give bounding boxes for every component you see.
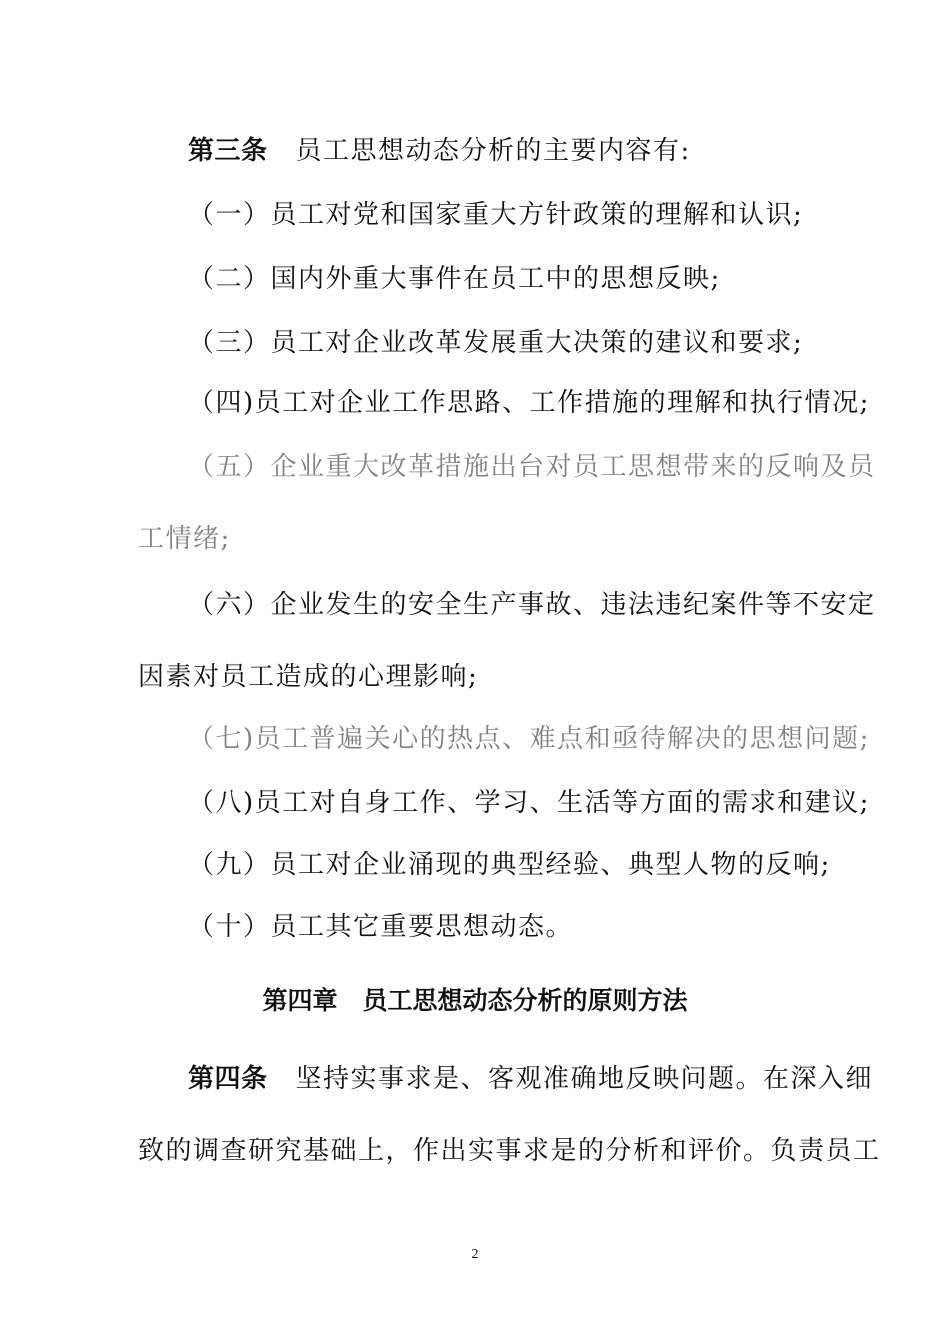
- article-4-line-1: [188, 1062, 873, 1096]
- list-item-6: （六）企业发生的安全生产事故、违法违纪案件等不安定: [188, 590, 876, 620]
- list-item-7: （七)员工普遍关心的热点、难点和亟待解决的思想问题;: [188, 724, 870, 754]
- list-item-5-continuation: 工情绪;: [138, 524, 231, 554]
- article-3-text: 员工思想动态分析的主要内容有:: [295, 136, 691, 166]
- article-3-line: [188, 134, 691, 168]
- article-4-text-1: 坚持实事求是、客观准确地反映问题。在深入细: [295, 1064, 874, 1094]
- page-number: 2: [471, 1247, 479, 1262]
- list-item-4: （四)员工对企业工作思路、工作措施的理解和执行情况;: [188, 388, 870, 418]
- list-item-2: （二）国内外重大事件在员工中的思想反映;: [188, 264, 721, 294]
- article-4-label: 第四条: [188, 1064, 268, 1094]
- list-item-5: （五）企业重大改革措施出台对员工思想带来的反响及员: [188, 452, 876, 482]
- chapter-4-heading: 第四章 员工思想动态分析的原则方法: [262, 986, 688, 1015]
- list-item-9: （九）员工对企业涌现的典型经验、典型人物的反响;: [188, 850, 831, 880]
- list-item-8: （八)员工对自身工作、学习、生活等方面的需求和建议;: [188, 788, 870, 818]
- list-item-10: （十）员工其它重要思想动态。: [188, 912, 574, 942]
- article-3-label: 第三条: [188, 136, 268, 166]
- list-item-1: （一）员工对党和国家重大方针政策的理解和认识;: [188, 200, 804, 230]
- list-item-6-continuation: 因素对员工造成的心理影响;: [138, 662, 479, 692]
- list-item-3: （三）员工对企业改革发展重大决策的建议和要求;: [188, 328, 804, 358]
- article-4-line-2: 致的调查研究基础上，作出实事求是的分析和评价。负责员工: [138, 1136, 881, 1166]
